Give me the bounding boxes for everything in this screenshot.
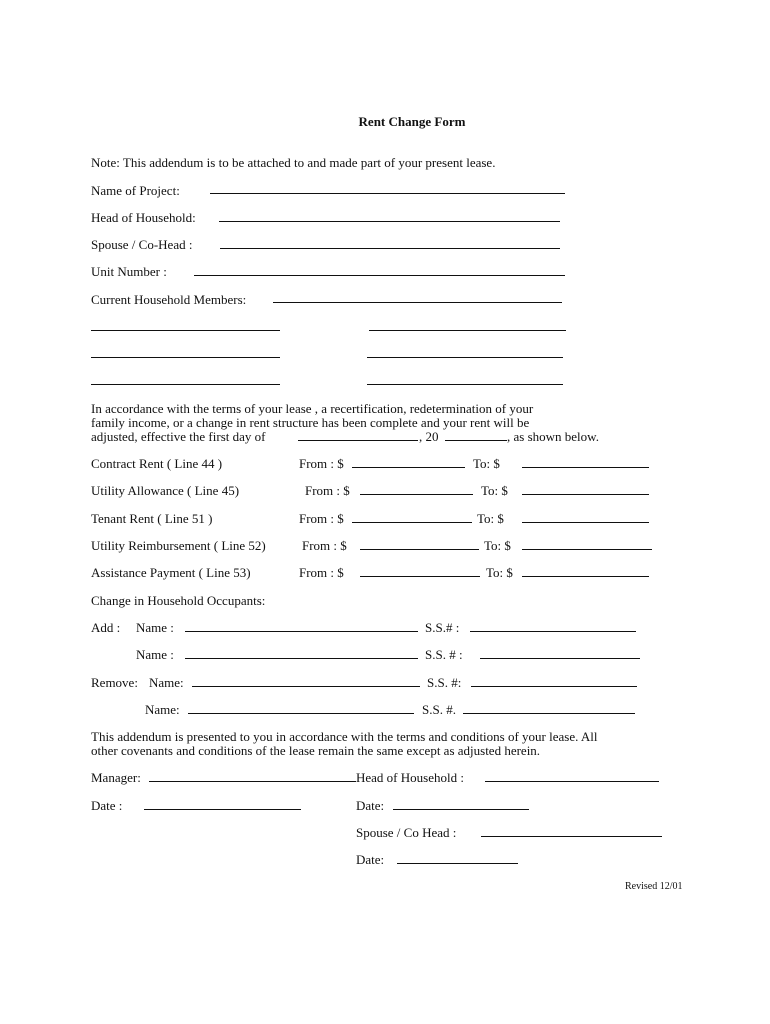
remove-label: Remove: bbox=[91, 675, 138, 690]
add-ss-line[interactable] bbox=[470, 631, 636, 632]
rent-row-from: From : $ bbox=[299, 511, 344, 526]
spouse-line[interactable] bbox=[220, 248, 560, 249]
rent-row-to: To: $ bbox=[484, 538, 511, 553]
rent-row-label: Contract Rent ( Line 44 ) bbox=[91, 456, 223, 471]
rent-row-from-line[interactable] bbox=[352, 522, 472, 523]
project-line[interactable] bbox=[210, 193, 565, 194]
rent-row-from-line[interactable] bbox=[360, 549, 479, 550]
spouse-signature-line[interactable] bbox=[481, 836, 662, 837]
rent-row-to: To: $ bbox=[473, 456, 500, 471]
add-ss-label: S.S. # : bbox=[425, 647, 463, 662]
rent-row-to: To: $ bbox=[481, 483, 508, 498]
rent-row-label: Utility Reimbursement ( Line 52) bbox=[91, 538, 266, 553]
spouse-date-label: Date: bbox=[356, 852, 385, 867]
rent-row-from-line[interactable] bbox=[360, 576, 480, 577]
rent-row-to: To: $ bbox=[486, 565, 513, 580]
remove-ss-label: S.S. #. bbox=[422, 702, 456, 717]
paragraph-line-3a: adjusted, effective the first day of bbox=[91, 429, 266, 444]
household-members-label: Current Household Members: bbox=[91, 292, 247, 307]
head-signature-label: Head of Household : bbox=[356, 770, 464, 785]
paragraph-line-2: family income, or a change in rent structure has been complete and your rent will be bbox=[91, 415, 530, 430]
rent-row-from: From : $ bbox=[302, 538, 347, 553]
spouse-date-line[interactable] bbox=[397, 863, 518, 864]
member-line[interactable] bbox=[367, 357, 563, 358]
rent-row-to-line[interactable] bbox=[522, 522, 649, 523]
remove-name-line[interactable] bbox=[192, 686, 420, 687]
remove-ss-line[interactable] bbox=[463, 713, 635, 714]
head-signature-line[interactable] bbox=[485, 781, 659, 782]
rent-row-label: Utility Allowance ( Line 45) bbox=[91, 483, 240, 498]
remove-name-line[interactable] bbox=[188, 713, 414, 714]
head-of-household-label: Head of Household: bbox=[91, 210, 196, 225]
effective-year-line[interactable] bbox=[445, 440, 507, 441]
manager-date-line[interactable] bbox=[144, 809, 301, 810]
add-ss-label: S.S.# : bbox=[425, 620, 460, 635]
member-line[interactable] bbox=[91, 384, 280, 385]
add-name-line[interactable] bbox=[185, 631, 418, 632]
rent-row-label: Assistance Payment ( Line 53) bbox=[91, 565, 251, 580]
member-line[interactable] bbox=[369, 330, 566, 331]
manager-date-label: Date : bbox=[91, 798, 123, 813]
page-title: Rent Change Form bbox=[358, 114, 466, 129]
add-name-label: Name : bbox=[136, 620, 174, 635]
spouse-label: Spouse / Co-Head : bbox=[91, 237, 193, 252]
rent-row-from: From : $ bbox=[299, 456, 344, 471]
closing-line-1: This addendum is presented to you in accordance with the terms and conditions of your lease. All bbox=[91, 729, 598, 744]
rent-row-to-line[interactable] bbox=[522, 467, 649, 468]
spouse-signature-label: Spouse / Co Head : bbox=[356, 825, 457, 840]
closing-line-2: other covenants and conditions of the lease remain the same except as adjusted herein. bbox=[91, 743, 541, 758]
rent-row-from-line[interactable] bbox=[360, 494, 473, 495]
project-label: Name of Project: bbox=[91, 183, 180, 198]
rent-row-label: Tenant Rent ( Line 51 ) bbox=[91, 511, 213, 526]
head-of-household-line[interactable] bbox=[219, 221, 560, 222]
remove-ss-label: S.S. #: bbox=[427, 675, 462, 690]
paragraph-line-3b: , 20 bbox=[419, 429, 439, 444]
effective-month-line[interactable] bbox=[298, 440, 418, 441]
occupants-heading: Change in Household Occupants: bbox=[91, 593, 266, 608]
member-line[interactable] bbox=[91, 330, 280, 331]
add-label: Add : bbox=[91, 620, 121, 635]
revision-note: Revised 12/01 bbox=[625, 881, 683, 892]
add-name-label: Name : bbox=[136, 647, 174, 662]
add-name-line[interactable] bbox=[185, 658, 418, 659]
rent-row-to-line[interactable] bbox=[522, 549, 652, 550]
add-ss-line[interactable] bbox=[480, 658, 640, 659]
paragraph-line-1: In accordance with the terms of your lease , a recertification, redetermination of your bbox=[91, 401, 534, 416]
rent-row-from: From : $ bbox=[305, 483, 350, 498]
paragraph-line-3c: , as shown below. bbox=[507, 429, 599, 444]
manager-signature-line[interactable] bbox=[149, 781, 356, 782]
rent-row-from-line[interactable] bbox=[352, 467, 465, 468]
unit-number-label: Unit Number : bbox=[91, 264, 167, 279]
rent-row-to-line[interactable] bbox=[522, 494, 649, 495]
rent-row-to: To: $ bbox=[477, 511, 504, 526]
household-members-line[interactable] bbox=[273, 302, 562, 303]
remove-name-label: Name: bbox=[145, 702, 180, 717]
head-date-line[interactable] bbox=[393, 809, 529, 810]
remove-ss-line[interactable] bbox=[471, 686, 637, 687]
rent-row-to-line[interactable] bbox=[522, 576, 649, 577]
unit-number-line[interactable] bbox=[194, 275, 565, 276]
note-text: Note: This addendum is to be attached to and made part of your present lease. bbox=[91, 155, 496, 170]
head-date-label: Date: bbox=[356, 798, 385, 813]
member-line[interactable] bbox=[367, 384, 563, 385]
rent-row-from: From : $ bbox=[299, 565, 344, 580]
manager-label: Manager: bbox=[91, 770, 141, 785]
member-line[interactable] bbox=[91, 357, 280, 358]
remove-name-label: Name: bbox=[149, 675, 184, 690]
